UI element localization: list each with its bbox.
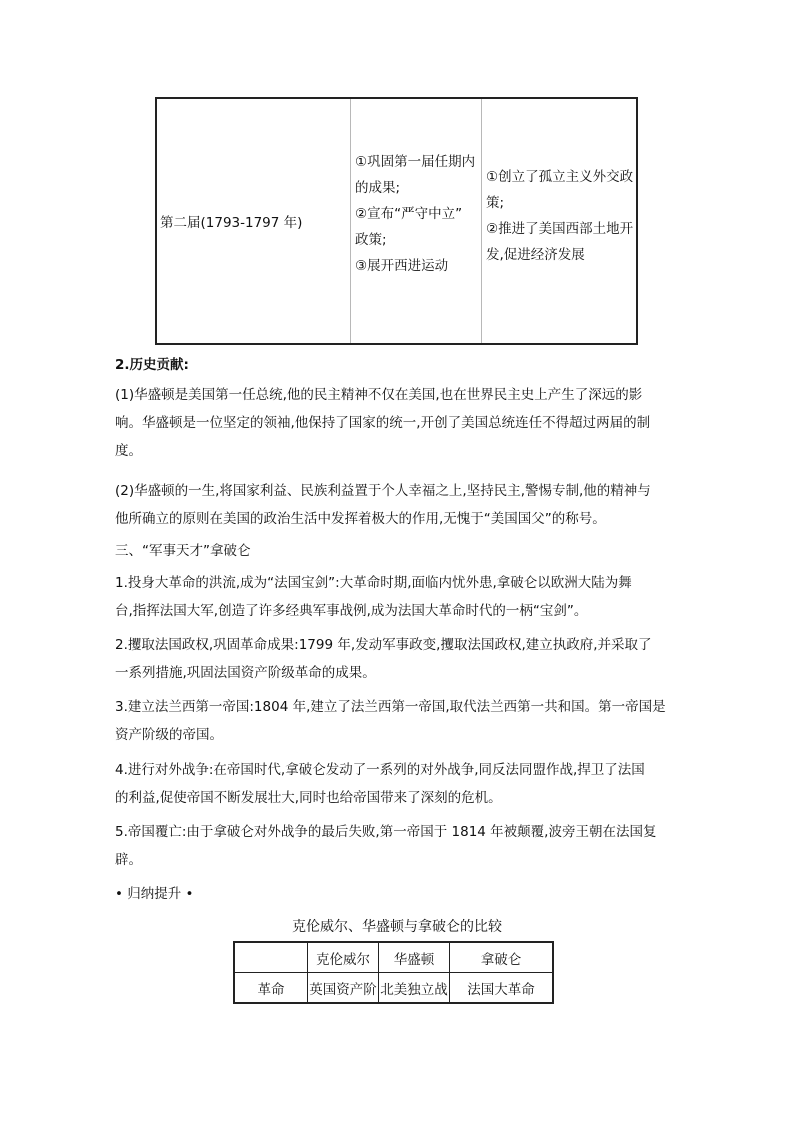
- table-cell: 英国资产阶: [308, 973, 379, 1004]
- list-item: [115, 693, 685, 749]
- measures-cell: [355, 149, 475, 279]
- term-cell: 第二届(1793-1797 年): [160, 215, 303, 231]
- effects-cell: [486, 164, 633, 268]
- paragraph: [115, 381, 685, 465]
- text-line: 2.攫取法国政权,巩固革命成果:1799 年,发动军事政变,攫取法国政权,建立执政府,并采取了: [115, 637, 652, 653]
- comparison-table-title: 克伦威尔、华盛顿与拿破仑的比较: [292, 919, 502, 935]
- text-line: 资产阶级的帝国。: [115, 727, 223, 743]
- text-line: 他所确立的原则在美国的政治生活中发挥着极大的作用,无愧于“美国国父”的称号。: [115, 511, 606, 527]
- list-item: [115, 818, 685, 874]
- list-item: [115, 569, 685, 625]
- table-cell: 法国大革命: [450, 973, 554, 1004]
- header-cell: 克伦威尔: [308, 942, 379, 973]
- header-cell: 拿破仑: [450, 942, 554, 973]
- measure-line: 政策;: [355, 232, 387, 248]
- text-line: 的利益,促使帝国不断发展壮大,同时也给帝国带来了深刻的危机。: [115, 790, 502, 806]
- measure-line: ③展开西进运动: [355, 258, 449, 274]
- measure-line: ②宣布“严守中立”: [355, 206, 463, 222]
- effect-line: ①创立了孤立主义外交政: [486, 169, 634, 185]
- effect-line: 发,促进经济发展: [486, 247, 585, 263]
- text-line: 一系列措施,巩固法国资产阶级革命的成果。: [115, 665, 376, 681]
- text-line: 3.建立法兰西第一帝国:1804 年,建立了法兰西第一帝国,取代法兰西第一共和国。第一帝国是: [115, 699, 666, 715]
- measure-line: ①巩固第一届任期内: [355, 154, 476, 170]
- table-cell: 北美独立战: [379, 973, 450, 1004]
- text-line: 度。: [115, 443, 142, 459]
- list-item: [115, 631, 685, 687]
- list-item: [115, 756, 685, 812]
- text-line: 台,指挥法国大军,创造了许多经典军事战例,成为法国大革命时代的一柄“宝剑”。: [115, 603, 588, 619]
- column-divider: [481, 99, 482, 343]
- column-divider: [350, 99, 351, 343]
- effect-line: 策;: [486, 195, 505, 211]
- text-line: 4.进行对外战争:在帝国时代,拿破仑发动了一系列的对外战争,同反法同盟作战,捍卫了法国: [115, 762, 645, 778]
- comparison-table: [233, 941, 554, 1004]
- paragraph: [115, 477, 685, 533]
- effect-line: ②推进了美国西部土地开: [486, 221, 634, 237]
- measure-line: 的成果;: [355, 180, 401, 196]
- section-heading: 三、“军事天才”拿破仑: [115, 543, 251, 559]
- header-cell: 华盛顿: [379, 942, 450, 973]
- table-header-row: [234, 942, 553, 973]
- header-cell: [234, 942, 308, 973]
- text-line: 5.帝国覆亡:由于拿破仑对外战争的最后失败,第一帝国于 1814 年被颠覆,波旁王朝在法国复: [115, 824, 657, 840]
- text-line: 响。华盛顿是一位坚定的领袖,他保持了国家的统一,开创了美国总统连任不得超过两届的制: [115, 415, 651, 431]
- summary-label: • 归纳提升 •: [115, 886, 194, 902]
- text-line: 辟。: [115, 852, 142, 868]
- term-table: [155, 97, 638, 345]
- text-line: 1.投身大革命的洪流,成为“法国宝剑”:大革命时期,面临内忧外患,拿破仑以欧洲大陆为舞: [115, 575, 632, 591]
- row-label-cell: 革命: [234, 973, 308, 1004]
- table-row: [234, 973, 553, 1004]
- text-line: (1)华盛顿是美国第一任总统,他的民主精神不仅在美国,也在世界民主史上产生了深远的影: [115, 387, 643, 403]
- text-line: (2)华盛顿的一生,将国家利益、民族利益置于个人幸福之上,坚持民主,警惕专制,他的精神与: [115, 483, 651, 499]
- section-heading: 2.历史贡献:: [115, 357, 189, 373]
